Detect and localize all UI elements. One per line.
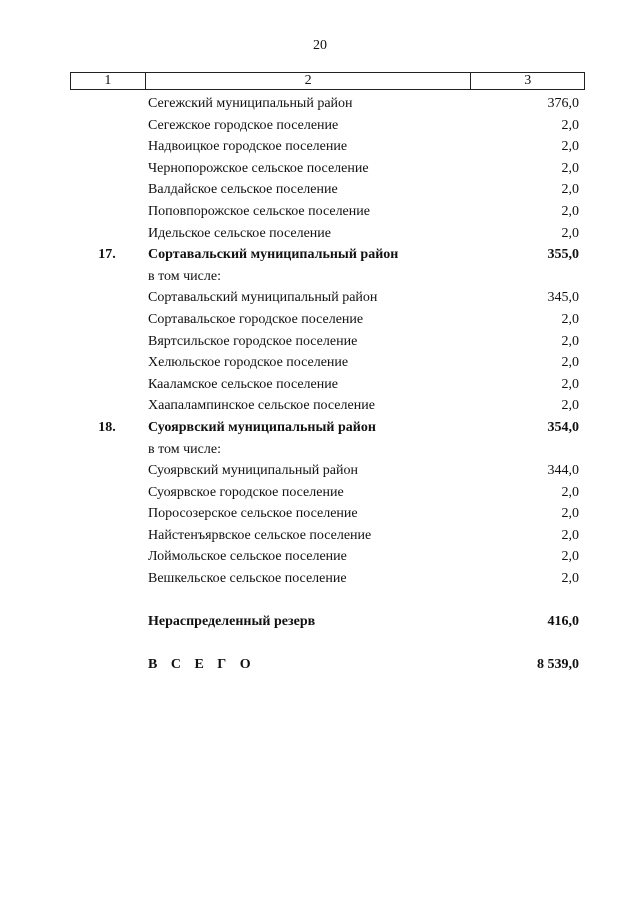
row-spacer <box>70 590 585 612</box>
row-name: в том числе: <box>148 441 221 457</box>
table-row <box>70 439 585 461</box>
row-value: 354,0 <box>547 419 579 435</box>
row-name: Сегежское городское поселение <box>148 117 339 133</box>
row-value: 2,0 <box>561 311 579 327</box>
table-body <box>70 93 585 676</box>
reserve-label: Нераспределенный резерв <box>148 614 316 630</box>
row-value: 2,0 <box>561 549 579 565</box>
row-value: 2,0 <box>561 355 579 371</box>
table-row <box>70 223 585 245</box>
row-number: 17. <box>98 247 116 263</box>
reserve-value: 416,0 <box>547 614 579 630</box>
table-row <box>70 525 585 547</box>
row-value: 2,0 <box>561 203 579 219</box>
page-number: 20 <box>313 38 327 53</box>
row-value: 344,0 <box>547 463 579 479</box>
row-name: Вешкельское сельское поселение <box>148 571 347 587</box>
row-value: 2,0 <box>561 571 579 587</box>
row-value: 2,0 <box>561 376 579 392</box>
row-value: 2,0 <box>561 527 579 543</box>
reserve-row <box>70 611 585 633</box>
row-name: Суоярвский муниципальный район <box>148 463 358 479</box>
table-row <box>70 352 585 374</box>
total-label: В С Е Г О <box>148 657 256 673</box>
total-value: 8 539,0 <box>537 657 579 673</box>
table-row <box>70 374 585 396</box>
column-header-table <box>70 72 585 90</box>
table-row <box>70 93 585 115</box>
table-row <box>70 546 585 568</box>
table-row <box>70 287 585 309</box>
row-value: 2,0 <box>561 225 579 241</box>
table-row-district <box>70 244 585 266</box>
table-row <box>70 179 585 201</box>
row-value: 2,0 <box>561 398 579 414</box>
table-row <box>70 115 585 137</box>
table-row <box>70 568 585 590</box>
row-name: Сортавальский муниципальный район <box>148 247 399 263</box>
column-header-1: 1 <box>71 73 146 90</box>
table-row <box>70 503 585 525</box>
row-name: Найстенъярвское сельское поселение <box>148 527 372 543</box>
row-value: 345,0 <box>547 290 579 306</box>
table-row-district <box>70 417 585 439</box>
table-row <box>70 266 585 288</box>
table-row <box>70 309 585 331</box>
row-name: Суоярвское городское поселение <box>148 484 344 500</box>
column-header-row <box>71 73 585 90</box>
row-name: Сортавальское городское поселение <box>148 311 364 327</box>
row-name: Поповпорожское сельское поселение <box>148 203 370 219</box>
row-name: Сортавальский муниципальный район <box>148 290 378 306</box>
column-header-2: 2 <box>145 73 471 90</box>
row-name: в том числе: <box>148 268 221 284</box>
row-name: Чернопорожское сельское поселение <box>148 160 369 176</box>
row-name: Хелюльское городское поселение <box>148 355 349 371</box>
row-value: 2,0 <box>561 117 579 133</box>
row-name: Кааламское сельское поселение <box>148 376 338 392</box>
table-row <box>70 158 585 180</box>
row-name: Надвоицкое городское поселение <box>148 139 348 155</box>
row-value: 2,0 <box>561 160 579 176</box>
row-spacer <box>70 633 585 655</box>
row-number: 18. <box>98 419 116 435</box>
row-value: 2,0 <box>561 139 579 155</box>
row-name: Вяртсильское городское поселение <box>148 333 358 349</box>
table-row <box>70 482 585 504</box>
row-value: 2,0 <box>561 506 579 522</box>
row-name: Сегежский муниципальный район <box>148 96 353 111</box>
total-row <box>70 654 585 676</box>
row-name: Валдайское сельское поселение <box>148 182 338 198</box>
table-row <box>70 395 585 417</box>
row-value: 376,0 <box>547 96 579 111</box>
row-name: Суоярвский муниципальный район <box>148 419 376 435</box>
row-value: 2,0 <box>561 333 579 349</box>
table-row <box>70 136 585 158</box>
table-row <box>70 331 585 353</box>
row-value: 2,0 <box>561 182 579 198</box>
row-name: Хаапалампинское сельское поселение <box>148 398 375 414</box>
column-header-3: 3 <box>471 73 585 90</box>
row-name: Идельское сельское поселение <box>148 225 332 241</box>
row-value: 355,0 <box>547 247 579 263</box>
row-name: Поросозерское сельское поселение <box>148 506 358 522</box>
table-row <box>70 201 585 223</box>
row-value: 2,0 <box>561 484 579 500</box>
row-name: Лоймольское сельское поселение <box>148 549 347 565</box>
table-row <box>70 460 585 482</box>
